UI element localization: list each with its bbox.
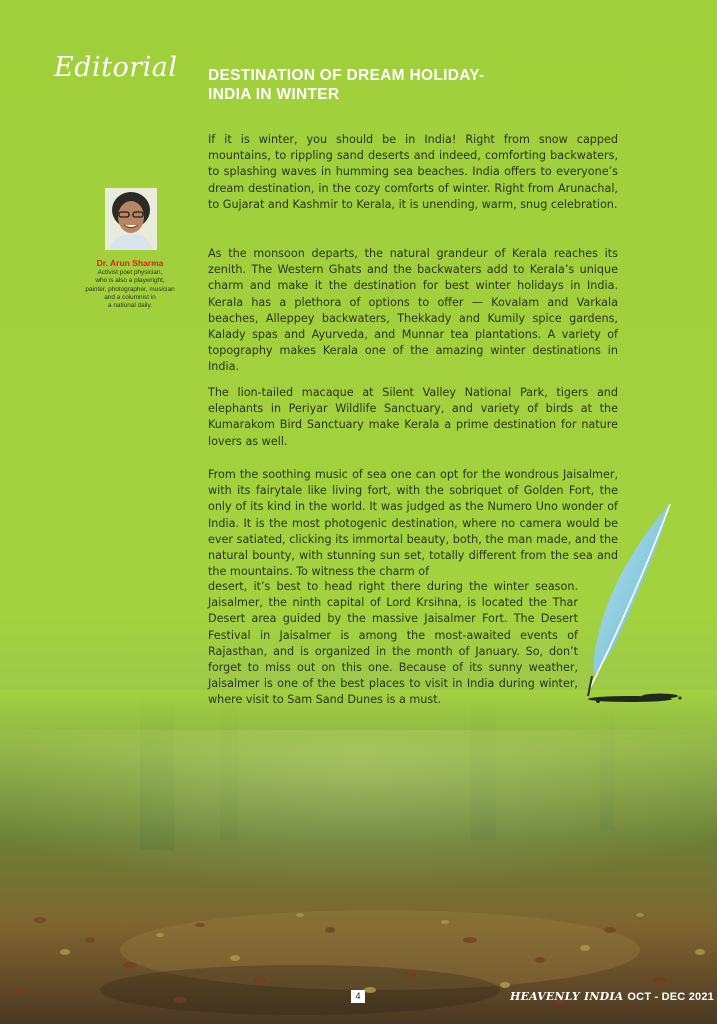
headline-line-1: DESTINATION OF DREAM HOLIDAY- [208,67,485,84]
article-paragraph: As the monsoon departs, the natural grandeur of Kerala reaches its zenith. The Western Ghats and the backwaters add to Kerala’s unique charm and make it the destination for best winter holidays in India. Kerala has a plethora of options to offer — Kovalam and Varkala beaches, Alleppey backwaters, Thekkady and Kumily spice gardens, Kalady spas and Ayurveda, and Munnar tea plantations. A variety of topography makes Kerala one of the amazing winter destinations in India. [208,247,618,374]
ink-splash-icon [588,694,682,704]
author-bio-line: and a columnist in [104,293,156,301]
author-name: Dr. Arun Sharma [96,258,164,268]
article-paragraph: If it is winter, you should be in India! Right from snow capped mountains, to rippling sand deserts and indeed, comforting backwaters, to splashing waves in humming sea beaches. India offers to everyone’s dream destination, in the cozy comforts of winter. Right from Arunachal, to Gujarat and Kashmir to Kerala, it is unending, warm, snug celebration. [208,133,618,211]
author-bio-line: painter, photographer, musician [85,285,175,293]
forest-puddle-background [0,690,717,1024]
issue-date: OCT - DEC 2021 [627,991,714,1003]
headline-line-2: INDIA IN WINTER [208,86,340,103]
author-bio-line: who is also a playwright, [95,277,165,285]
article-headline [208,66,538,104]
footer-issue [510,990,714,1003]
author-bio-line: Activist poet physician, [97,269,163,276]
section-label: Editorial [54,52,178,83]
article-paragraph-continued: desert, it’s best to head right there during the winter season. Jaisalmer, the ninth capital of Lord Krsihna, is located the Thar Desert area guided by the massive Jaisalmer Fort. The Desert Festival in Jaisalmer is among the most-awaited events of Rajasthan, and is organized in the month of January. So, don’t forget to miss out on this one. Because of its sunny weather, Jaisalmer is one of the best places to visit in India during winter, where visit to Sam Sand Dunes is a must. [208,580,578,707]
quill-feather-icon [570,498,690,710]
author-photo [105,188,157,250]
author-bio-line: a national daily. [108,302,152,310]
article-paragraph: The lion-tailed macaque at Silent Valley National Park, tigers and elephants in Periyar Wildlife Sanctuary, and variety of birds at the Kumarakom Bird Sanctuary make Kerala a prime destination for nature lovers as well. [208,386,618,448]
page-number: 4 [351,990,365,1003]
magazine-brand: HEAVENLY INDIA [510,990,624,1003]
author-bio [62,269,198,310]
article-paragraph: From the soothing music of sea one can opt for the wondrous Jaisalmer, with its fairytale like living fort, with the sobriquet of Golden Fort, the only of its kind in the world. It was judged as the Numero Uno wonder of India. It is the most photogenic destination, where no camera would be ever satiated, clicking its immortal beauty, both, the man made, and the natural bounty, with stunning sun set, totally different from the sea and the mountains. To witness the charm of [208,468,618,579]
